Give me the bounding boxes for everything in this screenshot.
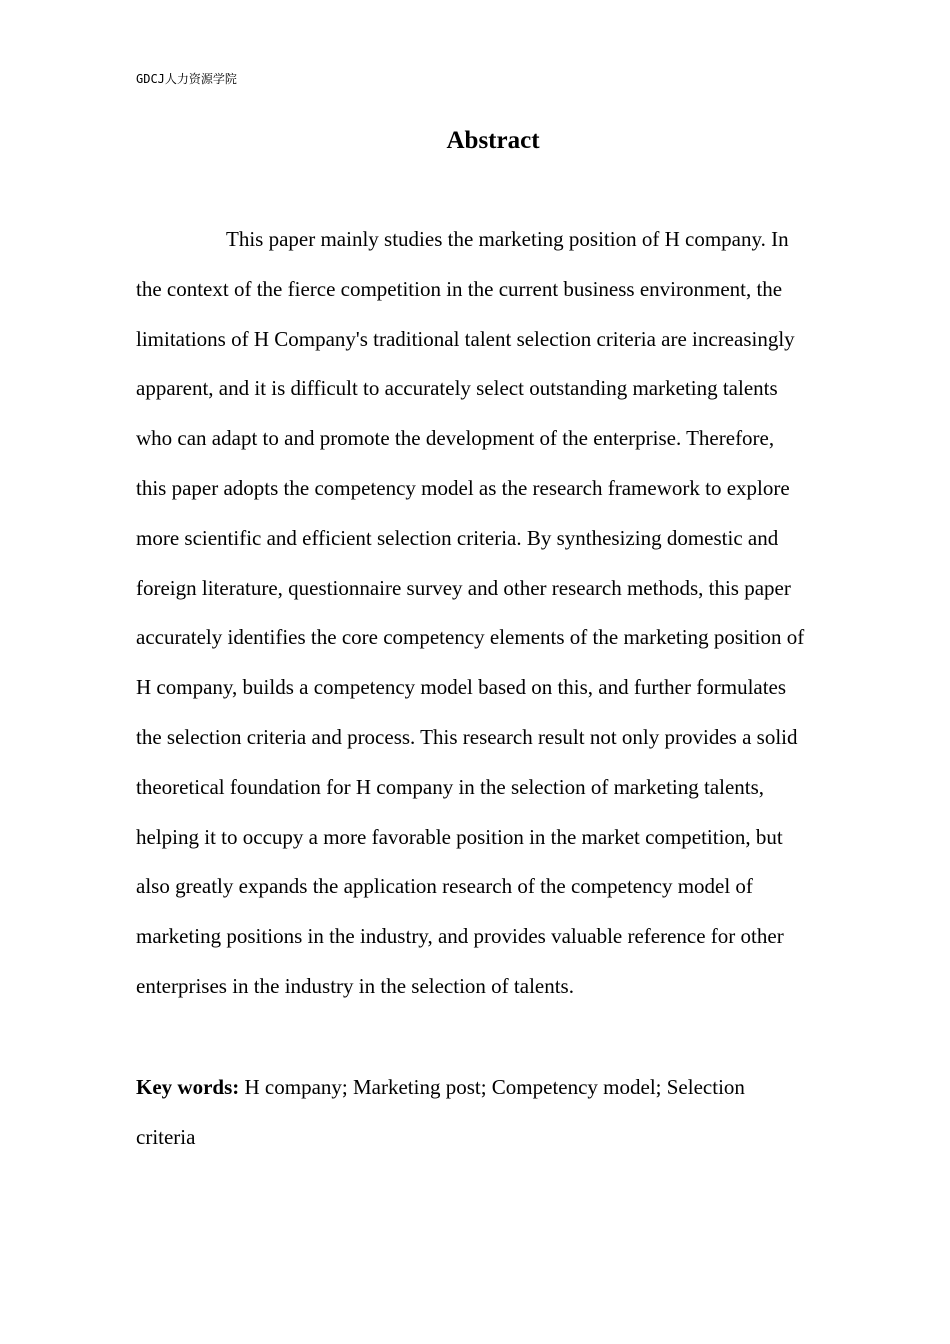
abstract-line: theoretical foundation for H company in the selection of marketing talents, bbox=[136, 774, 765, 799]
abstract-line: also greatly expands the application research of the competency model of bbox=[136, 874, 753, 899]
abstract-line: enterprises in the industry in the selection of talents. bbox=[136, 973, 574, 998]
keywords-list: H company; Marketing post; Competency model; Selection bbox=[239, 1075, 745, 1099]
abstract-line: the context of the fierce competition in the current business environment, the bbox=[136, 276, 783, 301]
abstract-line: this paper adopts the competency model as the research framework to explore bbox=[136, 475, 790, 500]
running-header: GDCJ人力资源学院 bbox=[136, 72, 237, 86]
abstract-line: the selection criteria and process. This research result not only provides a solid bbox=[136, 724, 798, 749]
abstract-line: This paper mainly studies the marketing position of H company. In bbox=[226, 227, 789, 251]
abstract-line: apparent, and it is difficult to accurately select outstanding marketing talents bbox=[136, 376, 778, 401]
abstract-line: limitations of H Company's traditional talent selection criteria are increasingly bbox=[136, 326, 795, 351]
abstract-line: H company, builds a competency model based on this, and further formulates bbox=[136, 675, 787, 700]
abstract-line: more scientific and efficient selection criteria. By synthesizing domestic and bbox=[136, 525, 779, 550]
abstract-title-text: Abstract bbox=[446, 127, 540, 154]
abstract-line: who can adapt to and promote the development of the enterprise. Therefore, bbox=[136, 426, 775, 451]
abstract-title bbox=[136, 124, 850, 158]
abstract-body bbox=[136, 215, 848, 1012]
keywords-line-continued: criteria bbox=[136, 1125, 196, 1149]
abstract-line: helping it to occupy a more favorable position in the market competition, but bbox=[136, 824, 783, 849]
abstract-line: foreign literature, questionnaire survey and other research methods, this paper bbox=[136, 575, 791, 600]
keywords-section bbox=[136, 1062, 848, 1162]
abstract-line: marketing positions in the industry, and provides valuable reference for other bbox=[136, 924, 784, 949]
keywords-label: Key words: bbox=[136, 1075, 240, 1099]
abstract-line: accurately identifies the core competency elements of the marketing position of bbox=[136, 625, 805, 650]
keywords-line bbox=[136, 1062, 848, 1112]
